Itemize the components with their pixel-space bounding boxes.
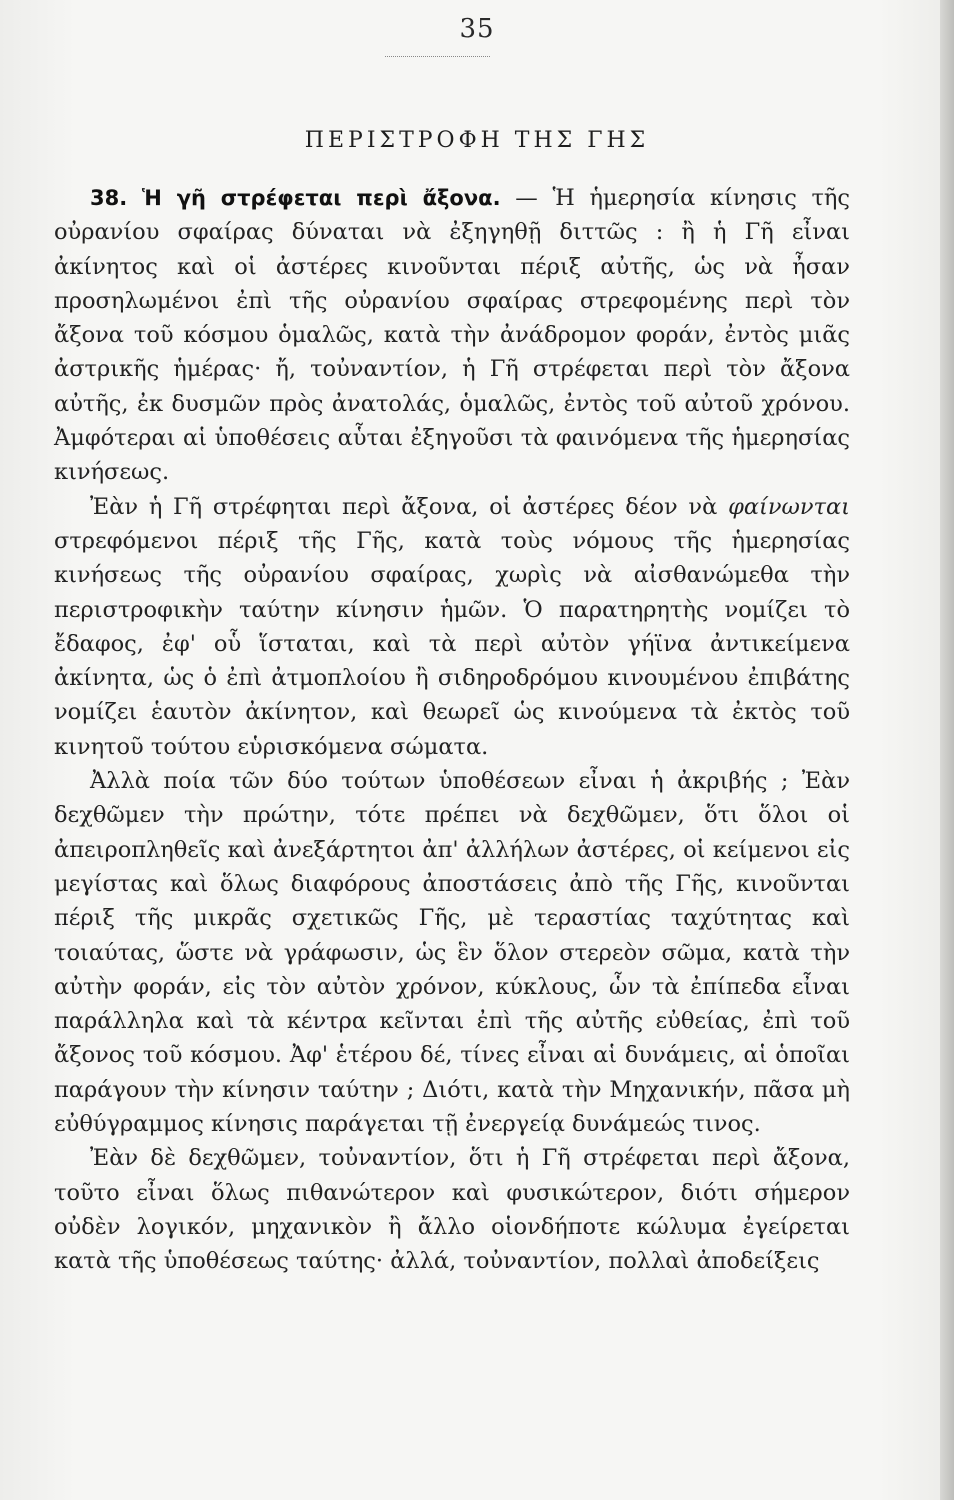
body-text (54, 181, 850, 1279)
paragraph (54, 490, 850, 764)
section-title: Ἡ γῆ στρέφεται περὶ ἄξονα. (141, 186, 501, 210)
paragraph (54, 181, 850, 490)
page-edge (940, 0, 954, 1500)
header-rule (385, 56, 490, 57)
italic-word: φαίνωνται (728, 493, 850, 520)
paragraph-text: Ἐὰν ἡ Γῆ στρέφηται περὶ ἄξονα, οἱ ἀστέρες δέον νὰ (90, 493, 729, 520)
chapter-heading: ΠΕΡΙΣΤΡΟΦΗ ΤΗΣ ΓΗΣ (304, 128, 650, 153)
paragraph: Ἀλλὰ ποία τῶν δύο τούτων ὑποθέσεων εἶναι ἡ ἀκριβής ; Ἐὰν δεχθῶμεν τὴν πρώτην, τότε πρέπει νὰ δεχθῶμεν, ὅτι ὅλοι οἱ ἀπειροπληθεῖς καὶ ἀνεξάρτητοι ἀπ' ἀλλήλων ἀστέρες, οἱ κείμενοι εἰς μεγίστας καὶ ὅλως διαφόρους ἀποστάσεις ἀπὸ τῆς Γῆς, κινοῦνται πέριξ τῆς μικρᾶς σχετικῶς Γῆς, μὲ τεραστίας ταχύτητας καὶ τοιαύτας, ὥστε νὰ γράφωσιν, ὡς ἓν ὅλον στερεὸν σῶμα, κατὰ τὴν αὐτὴν φοράν, εἰς τὸν αὐτὸν χρόνον, κύκλους, ὧν τὰ ἐπίπεδα εἶναι παράλληλα καὶ τὰ κέντρα κεῖνται ἐπὶ τῆς αὐτῆς εὐθείας, ἐπὶ τοῦ ἄξονος τοῦ κόσμου. Ἀφ' ἑτέρου δέ, τίνες εἶναι αἱ δυνάμεις, αἱ ὁποῖαι παράγουν τὴν κίνησιν ταύτην ; Διότι, κατὰ τὴν Μηχανικήν, πᾶσα μὴ εὐθύγραμμος κίνησις παράγεται τῇ ἐνεργείᾳ δυνάμεώς τινος. (54, 768, 850, 1138)
page-number: 35 (459, 14, 495, 44)
paragraph: Ἐὰν δὲ δεχθῶμεν, τοὐναντίον, ὅτι ἡ Γῆ στρέφεται περὶ ἄξονα, τοῦτο εἶναι ὅλως πιθανώτερον καὶ φυσικώτερον, διότι σήμερον οὐδὲν λογικόν, μηχανικὸν ἢ ἄλλο οἱονδήποτε κώλυμα ἐγείρεται κατὰ τῆς ὑποθέσεως ταύτης· ἀλλά, τοὐναντίον, πολλαὶ ἀποδείξεις (54, 1145, 850, 1275)
paragraph-text: — Ἡ ἡμερησία κίνησις τῆς οὐρανίου σφαίρας δύναται νὰ ἐξηγηθῇ διττῶς : ἢ ἡ Γῆ εἶναι ἀκίνητος καὶ οἱ ἀστέρες κινοῦνται πέριξ αὐτῆς, ὡς νὰ ἦσαν προσηλωμένοι ἐπὶ τῆς οὐρανίου σφαίρας στρεφομένης περὶ τὸν ἄξονα τοῦ κόσμου ὁμαλῶς, κατὰ τὴν ἀνάδρομον φοράν, ἐντὸς μιᾶς ἀστρικῆς ἡμέρας· ἤ, τοὐναντίον, ἡ Γῆ στρέφεται περὶ τὸν ἄξονα αὐτῆς, ἐκ δυσμῶν πρὸς ἀνατολάς, ὁμαλῶς, ἐντὸς τοῦ αὐτοῦ χρόνου. Ἀμφότεραι αἱ ὑποθέσεις αὗται ἐξηγοῦσι τὰ φαινόμενα τῆς ἡμερησίας κινήσεως. (54, 185, 851, 486)
section-number: 38. (90, 186, 128, 210)
paragraph-text: στρεφόμενοι πέριξ τῆς Γῆς, κατὰ τοὺς νόμους τῆς ἡμερησίας κινήσεως τῆς οὐρανίου σφαίρας, χωρὶς νὰ αἰσθανώμεθα τὴν περιστροφικὴν ταύτην κίνησιν ἡμῶν. Ὁ παρατηρητὴς νομίζει τὸ ἔδαφος, ἐφ' οὗ ἵσταται, καὶ τὰ περὶ αὐτὸν γήϊνα ἀντικείμενα ἀκίνητα, ὡς ὁ ἐπὶ ἀτμοπλοίου ἢ σιδηροδρόμου κινουμένου ἐπιβάτης νομίζει ἑαυτὸν ἀκίνητον, καὶ θεωρεῖ ὡς κινούμενα τὰ ἐκτὸς τοῦ κινητοῦ τούτου εὑρισκόμενα σώματα. (54, 527, 850, 760)
